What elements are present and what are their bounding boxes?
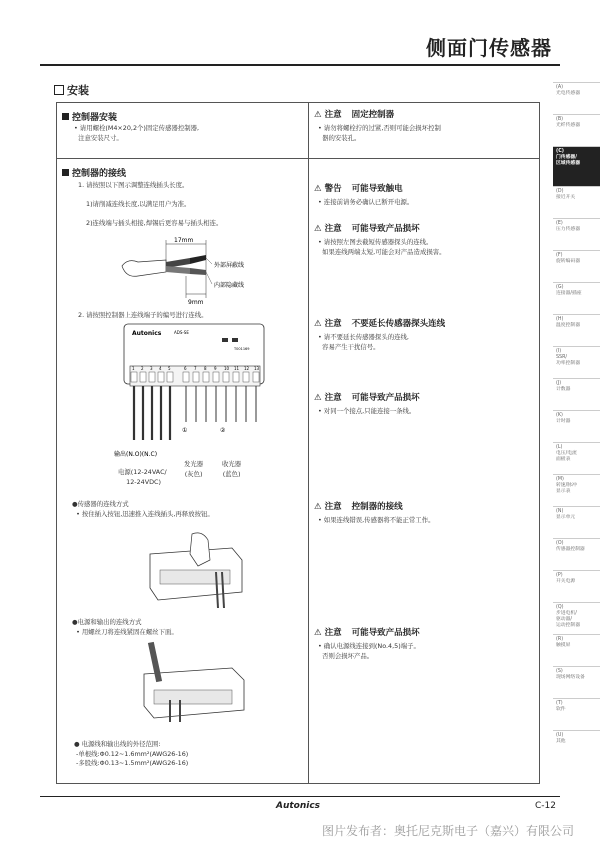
sidebar-item[interactable] bbox=[553, 602, 600, 634]
screw-wiring-illustration bbox=[140, 640, 248, 722]
length-9mm: 9mm bbox=[188, 299, 204, 306]
sidebar-item-label: 软件 bbox=[556, 707, 566, 712]
warning-heading bbox=[314, 391, 420, 403]
terminal-slot bbox=[140, 372, 146, 382]
sidebar-item-label: 电压/电流 面板表 bbox=[556, 451, 577, 462]
leader-line bbox=[206, 272, 212, 284]
leader-line bbox=[206, 258, 212, 264]
warning-text: • 请勿将螺栓拧的过紧,否则可能会损坏控制 器的安装孔。 bbox=[318, 124, 441, 142]
device-code: T001169 bbox=[234, 347, 250, 351]
sidebar-item[interactable] bbox=[553, 634, 600, 666]
warning-heading bbox=[314, 182, 403, 194]
sidebar-item-code: (A) bbox=[556, 85, 564, 90]
sidebar-item[interactable] bbox=[553, 666, 600, 698]
sidebar-item-code: (U) bbox=[556, 733, 564, 738]
sidebar-item[interactable] bbox=[553, 346, 600, 378]
sidebar-item-code: (H) bbox=[556, 317, 564, 322]
sidebar-item[interactable] bbox=[553, 186, 600, 218]
sidebar-item-label: 计时器 bbox=[556, 419, 571, 424]
sidebar-item-label: 触摸屏 bbox=[556, 643, 571, 648]
sidebar-item-label: 现场网络设备 bbox=[556, 675, 585, 680]
device-model: ADS-SE bbox=[174, 330, 189, 335]
sidebar-item[interactable] bbox=[553, 442, 600, 474]
sidebar-item-code: (Q) bbox=[556, 605, 564, 610]
sidebar-item[interactable] bbox=[553, 410, 600, 442]
terminal-number: 10 bbox=[224, 366, 230, 371]
sidebar-item-label: 连接器/插座 bbox=[556, 291, 582, 296]
step1-text: 1. 请按照以下图示调整连线插头长度。 bbox=[78, 181, 189, 189]
power-label: 电源(12-24VAC/ 12-24VDC) bbox=[118, 468, 167, 486]
warning-triangle-icon: ⚠ bbox=[314, 110, 322, 120]
warning-type: 注意 bbox=[324, 393, 342, 403]
wire-spec: ● 电源线和输出线的外径范围: -单根线:Φ0.12~1.6mm²(AWG26-16) -多股线:Φ0.13~1.5mm²(AWG26-16) bbox=[74, 740, 189, 767]
led-indicator bbox=[222, 338, 228, 342]
sidebar-item-code: (K) bbox=[556, 413, 563, 418]
sidebar-item-code: (P) bbox=[556, 573, 563, 578]
sidebar-item[interactable] bbox=[553, 82, 600, 114]
terminal-number: 8 bbox=[204, 366, 207, 371]
sidebar-item[interactable] bbox=[553, 114, 600, 146]
sidebar-item-code: (N) bbox=[556, 509, 564, 514]
terminal-number: 13 bbox=[254, 366, 260, 371]
sidebar-item[interactable] bbox=[553, 218, 600, 250]
power-wiring-title: ●电源和输出的连线方式 bbox=[72, 618, 142, 626]
sidebar-item-label: 压力传感器 bbox=[556, 227, 580, 232]
device-brand: Autonics bbox=[132, 330, 162, 337]
outer-jacket bbox=[122, 260, 166, 276]
step1-b: 2)连线端与插头相接,焊锡后更容易与插头相连。 bbox=[86, 219, 223, 227]
terminal-number: 11 bbox=[234, 366, 240, 371]
terminal-number: 6 bbox=[184, 366, 187, 371]
warning-heading bbox=[314, 500, 403, 512]
sidebar-item[interactable] bbox=[553, 314, 600, 346]
footer-divider bbox=[40, 796, 560, 797]
sidebar-item-label: 开关电源 bbox=[556, 579, 576, 584]
sidebar-item-label: 门传感器/ 区域传感器 bbox=[556, 155, 580, 166]
warning-triangle-icon: ⚠ bbox=[314, 319, 322, 329]
title-divider bbox=[40, 64, 560, 66]
warning-type: 注意 bbox=[324, 502, 342, 512]
terminal-slot bbox=[253, 372, 259, 382]
terminal-number: 5 bbox=[168, 366, 171, 371]
sidebar-item-code: (G) bbox=[556, 285, 564, 290]
sidebar-item[interactable] bbox=[553, 282, 600, 314]
sidebar-item-code: (C) bbox=[556, 149, 564, 154]
section-heading bbox=[54, 82, 89, 98]
sidebar-item-code: (S) bbox=[556, 669, 563, 674]
cable-diagram bbox=[118, 236, 288, 308]
warning-heading bbox=[314, 108, 394, 120]
sensor-wiring-text: • 按住插入按钮,迅速推入连线插头,再释放按钮。 bbox=[72, 510, 214, 518]
warning-title: 固定控制器 bbox=[351, 110, 395, 120]
section-title: 安装 bbox=[67, 84, 89, 97]
sidebar-item-label: 接近开关 bbox=[556, 195, 576, 200]
warning-text: • 请不要延长传感器探头的连线, 容易产生干扰信号。 bbox=[318, 333, 409, 351]
square-bullet-icon bbox=[62, 113, 69, 120]
sidebar-item-code: (R) bbox=[556, 637, 564, 642]
sidebar-item-label: 光纤传感器 bbox=[556, 123, 580, 128]
square-bullet-icon bbox=[62, 169, 69, 176]
sidebar-item[interactable] bbox=[553, 378, 600, 410]
warning-title: 不要延长传感器探头连线 bbox=[351, 319, 446, 329]
sidebar-item[interactable] bbox=[553, 698, 600, 730]
sidebar-item[interactable] bbox=[553, 570, 600, 602]
terminal-slot bbox=[131, 372, 137, 382]
publisher-credit: 图片发布者：奥托尼克斯电子（嘉兴）有限公司 bbox=[321, 824, 574, 838]
install-heading: 控制器安装 bbox=[62, 110, 117, 123]
warning-heading bbox=[314, 317, 445, 329]
sidebar-item-label: SSR/ 功率控制器 bbox=[556, 355, 580, 366]
terminal-number: 7 bbox=[194, 366, 197, 371]
warning-text: • 对同一个接点,只能连接一条线。 bbox=[318, 407, 416, 415]
sidebar-item-code: (J) bbox=[556, 381, 562, 386]
warning-triangle-icon: ⚠ bbox=[314, 628, 322, 638]
warning-text: • 确认电源线连接到(No.4,5)端子。 否则会损坏产品。 bbox=[318, 642, 420, 660]
warning-heading bbox=[314, 222, 420, 234]
num2-label: ② bbox=[220, 427, 226, 434]
warning-title: 可能导致触电 bbox=[351, 184, 403, 194]
column-divider bbox=[308, 102, 309, 784]
checkbox-square-icon bbox=[54, 85, 64, 95]
sidebar-item[interactable] bbox=[553, 146, 600, 186]
warning-text: • 请按照左图去截短传感器探头的连线。 如果连线两端太短,可能会对产品造成损害。 bbox=[318, 238, 446, 256]
terminal-number: 3 bbox=[150, 366, 153, 371]
warning-title: 控制器的接线 bbox=[351, 502, 403, 512]
terminal-slot bbox=[203, 372, 209, 382]
sidebar-item-code: (L) bbox=[556, 445, 563, 450]
terminal-row bbox=[154, 690, 232, 704]
sidebar-item-label: 温度控制器 bbox=[556, 323, 580, 328]
install-text: • 请用螺栓(M4×20,2个)固定传感器控制器, 注意安装尺寸。 bbox=[74, 124, 200, 142]
sensor-wiring-title: ●传感器的连线方式 bbox=[72, 500, 129, 508]
sidebar-item[interactable] bbox=[553, 474, 600, 506]
warning-text: • 连接前请务必确认已断开电源。 bbox=[318, 198, 414, 206]
footer-brand: Autonics bbox=[276, 801, 321, 811]
warning-title: 可能导致产品损坏 bbox=[351, 224, 420, 234]
emitter-label: 发光器 (灰色) bbox=[184, 460, 204, 478]
sidebar-item-code: (T) bbox=[556, 701, 563, 706]
inner-wire bbox=[166, 266, 190, 274]
sidebar-item-code: (E) bbox=[556, 221, 563, 226]
sidebar-item-label: 计数器 bbox=[556, 387, 571, 392]
terminal-number: 1 bbox=[132, 366, 135, 371]
terminal-slot bbox=[167, 372, 173, 382]
wiring-heading: 控制器的接线 bbox=[62, 166, 126, 179]
warning-title: 可能导致产品损坏 bbox=[351, 628, 420, 638]
wires-group bbox=[134, 386, 256, 440]
warning-triangle-icon: ⚠ bbox=[314, 224, 322, 234]
sensor-insert-illustration bbox=[146, 530, 246, 610]
sidebar-item-label: 显示单元 bbox=[556, 515, 576, 520]
outer-label: 外部屏蔽线 bbox=[214, 262, 245, 269]
terminal-number: 4 bbox=[159, 366, 162, 371]
sidebar-item-label: 旋转编码器 bbox=[556, 259, 580, 264]
step1-a: 1)请削减连线长度,以满足用户为准。 bbox=[86, 200, 191, 208]
warning-heading bbox=[314, 626, 420, 638]
warning-type: 注意 bbox=[324, 110, 342, 120]
warning-triangle-icon: ⚠ bbox=[314, 393, 322, 403]
terminal-row bbox=[160, 570, 230, 584]
sidebar-item-label: 转速/脉冲 显示表 bbox=[556, 483, 577, 494]
terminal-slot bbox=[213, 372, 219, 382]
warning-text: • 如果连线错误,传感器将不能正常工作。 bbox=[318, 516, 435, 524]
terminal-slot bbox=[193, 372, 199, 382]
warning-type: 注意 bbox=[324, 628, 342, 638]
sidebar-item[interactable] bbox=[553, 506, 600, 538]
terminal-slot bbox=[243, 372, 249, 382]
terminal-slot bbox=[183, 372, 189, 382]
sidebar-item-code: (I) bbox=[556, 349, 562, 354]
sidebar-item-code: (B) bbox=[556, 117, 564, 122]
sidebar-item-code: (O) bbox=[556, 541, 564, 546]
sidebar-item-code: (M) bbox=[556, 477, 564, 482]
length-17mm: 17mm bbox=[174, 237, 194, 244]
sidebar-item-label: 光电传感器 bbox=[556, 91, 580, 96]
category-sidebar bbox=[553, 82, 600, 762]
sidebar-item-code: (F) bbox=[556, 253, 563, 258]
num1-label: ① bbox=[182, 427, 188, 434]
terminal-slot bbox=[149, 372, 155, 382]
step2-text: 2. 请按照控制器上连线端子的编号进行连线。 bbox=[78, 311, 208, 319]
terminal-number: 12 bbox=[244, 366, 250, 371]
inner-label: 内部隐藏线 bbox=[214, 282, 245, 289]
terminal-number: 9 bbox=[214, 366, 217, 371]
warning-type: 注意 bbox=[324, 319, 342, 329]
sidebar-item[interactable] bbox=[553, 730, 600, 762]
shield-tip bbox=[190, 255, 206, 264]
receiver-label: 收光器 (蓝色) bbox=[222, 460, 242, 478]
sidebar-item[interactable] bbox=[553, 538, 600, 570]
power-wiring-text: • 用螺丝刀将连线紧固在螺丝下面。 bbox=[72, 628, 178, 636]
warning-type: 警告 bbox=[324, 184, 342, 194]
led-indicator bbox=[232, 338, 238, 342]
sidebar-item-label: 步进电机/ 驱动器/ 运动控制器 bbox=[556, 611, 580, 628]
terminal-number: 2 bbox=[141, 366, 144, 371]
sidebar-item-label: 传感器控制器 bbox=[556, 547, 585, 552]
output-label: 输出(N.O)(N.C) bbox=[114, 451, 158, 458]
controller-diagram bbox=[110, 322, 306, 468]
sidebar-item-label: 其他 bbox=[556, 739, 566, 744]
warning-title: 可能导致产品损坏 bbox=[351, 393, 420, 403]
row-divider bbox=[56, 158, 540, 159]
sidebar-item[interactable] bbox=[553, 250, 600, 282]
warning-triangle-icon: ⚠ bbox=[314, 502, 322, 512]
warning-type: 注意 bbox=[324, 224, 342, 234]
terminal-slot bbox=[223, 372, 229, 382]
sidebar-item-code: (D) bbox=[556, 189, 564, 194]
inner-tip bbox=[190, 268, 206, 275]
terminal-slot bbox=[158, 372, 164, 382]
page-number: C-12 bbox=[535, 801, 556, 811]
warning-triangle-icon: ⚠ bbox=[314, 184, 322, 194]
terminal-slot bbox=[233, 372, 239, 382]
page-title: 侧面门传感器 bbox=[426, 36, 552, 60]
